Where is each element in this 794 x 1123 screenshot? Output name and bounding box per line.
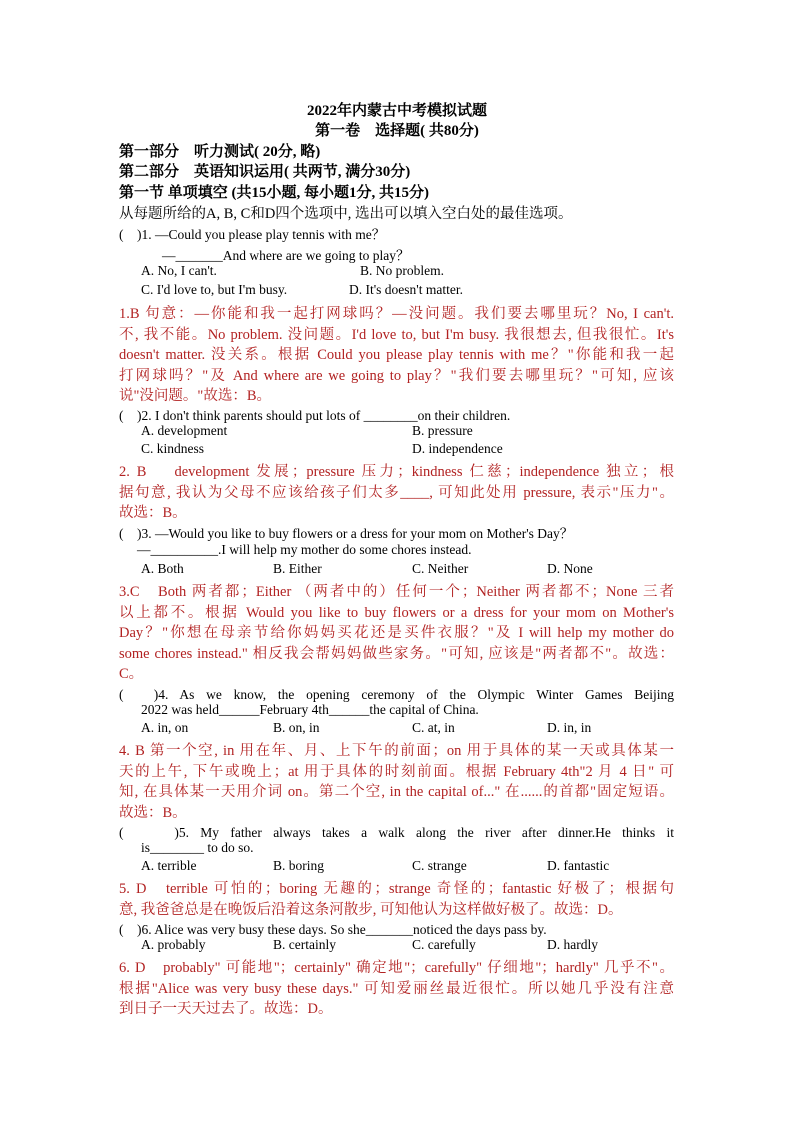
question-2-option-c: C. kindness (141, 441, 205, 456)
answer-3-line: Day？"你想在母亲节给你妈妈买花还是买件衣服？"及 I will help my mother do (119, 625, 674, 641)
question-2-stem: ( )2. I don't think parents should put lots of ________on their children. (119, 408, 511, 423)
question-2-option-d: D. independence (412, 441, 503, 456)
question-4-option-c: C. at, in (412, 720, 455, 735)
question-5-option-b: B. boring (273, 858, 325, 873)
question-1-option-d: D. It's doesn't matter. (349, 282, 463, 297)
question-4-option-b: B. on, in (273, 720, 320, 735)
question-6-option-c: C. carefully (412, 937, 476, 952)
answer-3-line: 以上都不。根据 Would you like to buy flowers or a dress for your mom on Mother's (119, 605, 674, 621)
question-6-option-b: B. certainly (273, 937, 336, 952)
question-3-option-a: A. Both (141, 561, 184, 576)
answer-4-line: 知, 在具体某一天用介词 on。第二个空, in the capital of..." 在......的首都"固定短语。 (119, 784, 674, 800)
question-4-stem-line2: 2022 was held______February 4th______the capital of China. (141, 702, 479, 717)
question-3-stem-line2: —__________.I will help my mother do some chores instead. (137, 542, 472, 557)
question-1-stem: ( )1. —Could you please play tennis with me？ (119, 227, 386, 242)
question-5-stem: ( )5. My father always takes a walk along the river after dinner.He thinks it (119, 825, 674, 840)
answer-1-line: 打网球吗？"及 And where are we going to play？"我们要去哪里玩？"可知, 应该 (119, 368, 674, 384)
question-1-option-a: A. No, I can't. (141, 263, 217, 278)
question-3-option-c: C. Neither (412, 561, 469, 576)
answer-6-line: 根据"Alice was very busy these days." 可知爱丽丝最近很忙。所以她几乎没有注意 (119, 981, 674, 997)
question-3-stem: ( )3. —Would you like to buy flowers or a dress for your mom on Mother's Day？ (119, 526, 574, 541)
question-3-option-b: B. Either (273, 561, 322, 576)
question-1-option-c: C. I'd love to, but I'm busy. (141, 282, 288, 297)
answer-4-line: 天的上午, 下午或晚上；at 用于具体的时刻前面。根据 February 4th"2 月 4 日" 可 (119, 764, 674, 780)
answer-1-line: doesn't matter. 没关系。根据 Could you please play tennis with me？"你能和我一起 (119, 347, 674, 363)
answer-6-line: 到日子一天天过去了。故选：D。 (119, 1001, 333, 1017)
question-1-option-b: B. No problem. (360, 263, 444, 278)
answer-3-line: some chores instead." 相反我会帮妈妈做些家务。"可知, 应该是"两者都不"。故选： (119, 646, 674, 662)
question-5-option-a: A. terrible (141, 858, 197, 873)
part1-heading: 第一部分 听力测试( 20分, 略) (119, 144, 321, 160)
question-1-stem-line2: —_______And where are we going to play？ (162, 248, 410, 263)
instruction-text: 从每题所给的A, B, C和D四个选项中, 选出可以填入空白处的最佳选项。 (119, 206, 573, 222)
volume-title: 第一卷 选择题( 共80分) (315, 123, 479, 139)
question-5-option-c: C. strange (412, 858, 467, 873)
question-2-option-a: A. development (141, 423, 228, 438)
answer-3-line: C。 (119, 666, 144, 682)
answer-3-line: 3.C Both 两者都；Either （两者中的）任何一个；Neither 两者都不；None 三者 (119, 584, 674, 600)
answer-4-line: 故选：B。 (119, 805, 187, 821)
answer-5-line: 意, 我爸爸总是在晚饭后沿着这条河散步, 可知他认为这样做好极了。故选：D。 (119, 902, 623, 918)
answer-6-line: 6. D probably" 可能地"；certainly" 确定地"；carefully" 仔细地"；hardly" 几乎不"。 (119, 960, 674, 976)
part2-heading: 第二部分 英语知识运用( 共两节, 满分30分) (119, 164, 411, 180)
question-6-option-d: D. hardly (547, 937, 598, 952)
answer-2-line: 2. B development 发展；pressure 压力；kindness 仁慈；independence 独立；根 (119, 464, 674, 480)
question-5-stem-line2: is________ to do so. (141, 840, 254, 855)
answer-2-line: 据句意, 我认为父母不应该给孩子们太多____, 可知此处用 pressure, 表示"压力"。 (119, 485, 674, 501)
answer-2-line: 故选：B。 (119, 505, 187, 521)
exam-title: 2022年内蒙古中考模拟试题 (306, 103, 487, 119)
question-4-option-d: D. in, in (547, 720, 592, 735)
question-3-option-d: D. None (547, 561, 593, 576)
section1-heading: 第一节 单项填空 (共15小题, 每小题1分, 共15分) (119, 185, 429, 201)
answer-1-line: 不, 我不能。No problem. 没问题。I'd love to, but I'm busy. 我很想去, 但我很忙。It's (119, 327, 674, 343)
question-6-option-a: A. probably (141, 937, 206, 952)
answer-1-line: 1.B 句意：—你能和我一起打网球吗？—没问题。我们要去哪里玩？No, I can't. (119, 306, 674, 322)
question-4-stem: ( )4. As we know, the opening ceremony of the Olympic Winter Games Beijing (119, 687, 674, 702)
question-4-option-a: A. in, on (141, 720, 189, 735)
answer-5-line: 5. D terrible 可怕的；boring 无趣的；strange 奇怪的；fantastic 好极了；根据句 (119, 881, 674, 897)
answer-4-line: 4. B 第一个空, in 用在年、月、上下午的前面；on 用于具体的某一天或具体某一 (119, 743, 674, 759)
question-5-option-d: D. fantastic (547, 858, 610, 873)
question-6-stem: ( )6. Alice was very busy these days. So she_______noticed the days pass by. (119, 922, 547, 937)
question-2-option-b: B. pressure (412, 423, 473, 438)
answer-1-line: 说"没问题。"故选：B。 (119, 388, 272, 404)
